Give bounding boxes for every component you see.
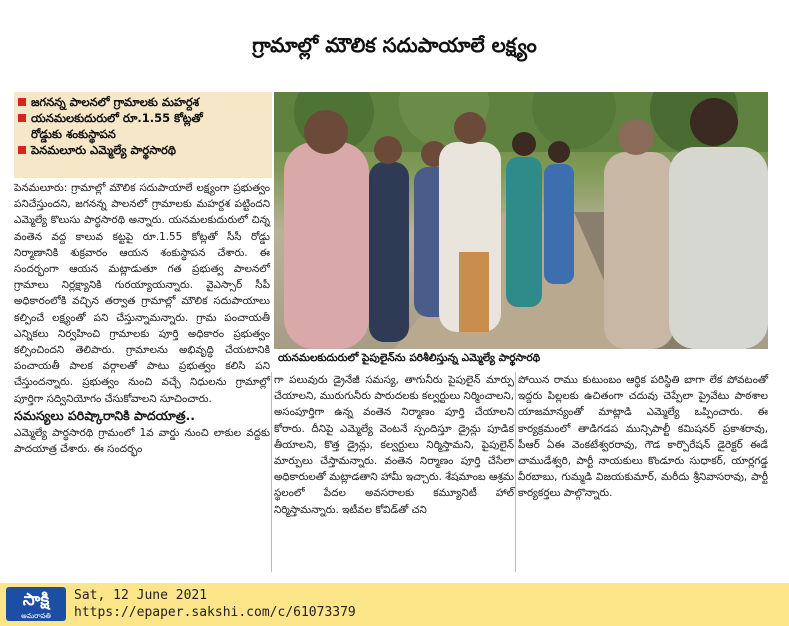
article-column-3 (518, 372, 768, 502)
article-column-2 (274, 372, 514, 518)
highlight-text: రోడ్డుకు శంకుస్థాపన (31, 127, 116, 141)
article-paragraph: పెనమలూరు: గ్రామాల్లో మౌలిక సదుపాయాలే లక్ష్యంగా ప్రభుత్వం పనిచేస్తుందని, జగనన్న పాలనలో గ్రామాలకు మహర్దశ పట్టిందని ఎమ్మెల్యే కొలుసు పార్థసారథి అన్నారు. యనమలకుదురులో చిన్న వంతెన వద్ద కాలువ కట్టపై రూ.1.55 కోట్లతో సీసీ రోడ్డు నిర్మాణానికి శుక్రవారం ఆయన శంకుస్థాపన చేశారు. ఈ సందర్భంగా ఆయన మట్లాడుతూ గత ప్రభుత్వ పాలనలో గ్రామాలు నిర్లక్ష్యానికి గురయ్యాయన్నారు. వైఎస్సార్ సీపీ అధికారంలోకి వచ్చిన తర్వాత గ్రామాల్లో మౌలిక సదుపాయాలు కల్పించే లక్ష్యంతో పని చేస్తున్నామన్నారు. గ్రామ పంచాయతీ ఎన్నికలు నిర్వహించి గ్రామాలకు పూర్తి అధికారం ప్రభుత్వం కల్పించిందని తెలిపారు. గ్రామాలను అభివృద్ధి చేయటానికి పంచాయతీ పాలక వర్గాలతో పాటు ప్రభుత్వం కలిసి పని చేస్తుందన్నారు. ప్రభుత్వం నుంచి వచ్చే నిధులను గ్రామాల్లో పూర్తిగా సద్వినియోగం చేసుకోవాలని సూచించారు. (14, 182, 270, 405)
highlight-item-continued (18, 126, 268, 142)
news-photo-illustration (274, 92, 768, 349)
square-bullet-icon (18, 146, 26, 154)
logo-edition: అమరావతి (21, 612, 51, 620)
epaper-url-link[interactable]: https://epaper.sakshi.com/c/61073379 (74, 605, 356, 620)
square-bullet-icon (18, 98, 26, 106)
highlight-item (18, 94, 268, 110)
epaper-footer (0, 583, 789, 626)
article-paragraph: పోయిన రాము కుటుంబం ఆర్థిక పరిస్థితి బాగా లేక పోవటంతో ఇద్దరు పిల్లలకు ఉచితంగా చదువు చెప్పేలా ప్రైవేటు పాఠశాల యాజమాన్యంతో మాట్లాడి ఎమ్మెల్యే ఒప్పించారు. ఈ కార్యక్రమంలో తాడిగడప మున్సిపాల్టీ కమిషనర్ ప్రకాశరావు, పీఆర్ ఏఈ వెంకటేశ్వరరావు, గౌడ కార్పొరేషన్ డైరెక్టర్ ఈడే చాముడేశ్వరి, పార్టీ నాయకులు కొండూరు సుధాకర్, యార్లగడ్డ వీరబాబు, గుమ్మడి విజయకుమార్, మరీదు శ్రీనివాసరావు, పార్టీ కార్యకర్తలు పాల్గొన్నారు. (518, 374, 768, 500)
article-subheading: సమస్యలు పరిష్కారానికి పాదయాత్ర.. (14, 407, 196, 423)
article-paragraph: గా పలువురు డ్రైనేజీ సమస్య, తాగునీరు పైపులైన్ మార్పు చేయాలని, మురుగునీరు పారుదలకు కల్వర్టులు నిర్మించాలని, అసంపూర్తిగా ఉన్న వంతెన నిర్మాణం పూర్తి చేయాలని కోరారు. దీనిపై ఎమ్మెల్యే వెంటనే స్పందిస్తూ డ్రైన్లు పూడిక తీయాలని, కొత్త డ్రైన్లు, కల్వర్టులు నిర్మిస్తామని, పైపులైన్ మార్పులు చేస్తామన్నారు. వంతెన నిర్మాణం పూర్తి చేసేలా అధికారులతో మట్లాడతాని హామీ ఇచ్చారు. శేషమాంబ ఆశ్రమ స్థలంలో పేదల అవసరాలకు కమ్యూనిటీ హాల్ నిర్మిస్తామన్నారు. ఇటీవల కోవిడ్‌తో చని (274, 374, 514, 516)
sakshi-logo[interactable] (6, 587, 66, 621)
highlight-text: యనమలకుదురులో రూ.1.55 కోట్లతో (31, 111, 203, 125)
highlight-item (18, 110, 268, 126)
edition-date: Sat, 12 June 2021 (74, 588, 208, 603)
headline: గ్రామాల్లో మౌలిక సదుపాయాలే లక్ష్యం (252, 33, 537, 57)
highlight-text: పెనమలూరు ఎమ్మెల్యే పార్థసారథి (31, 143, 176, 157)
news-photo (274, 92, 768, 349)
highlight-item (18, 142, 268, 158)
article-paragraph: ఎమ్మెల్యే పార్థసారథి గ్రామంలో 1వ వార్డు నుంచి లాకుల వద్దకు పాదయాత్ర చేశారు. ఈ సందర్భం (14, 426, 270, 456)
square-bullet-icon (18, 114, 26, 122)
logo-text: సాక్షి (22, 590, 50, 610)
highlights-box (14, 92, 272, 178)
photo-caption: యనమలకుదురులో పైపులైన్‌ను పరిశీలిస్తున్న ఎమ్మెల్యే పార్థసారథి (274, 349, 768, 367)
column-divider (515, 372, 516, 572)
highlight-text: జగనన్న పాలనలో గ్రామాలకు మహర్దశ (31, 95, 200, 109)
column-divider (271, 372, 272, 572)
article-column-1 (14, 180, 270, 457)
